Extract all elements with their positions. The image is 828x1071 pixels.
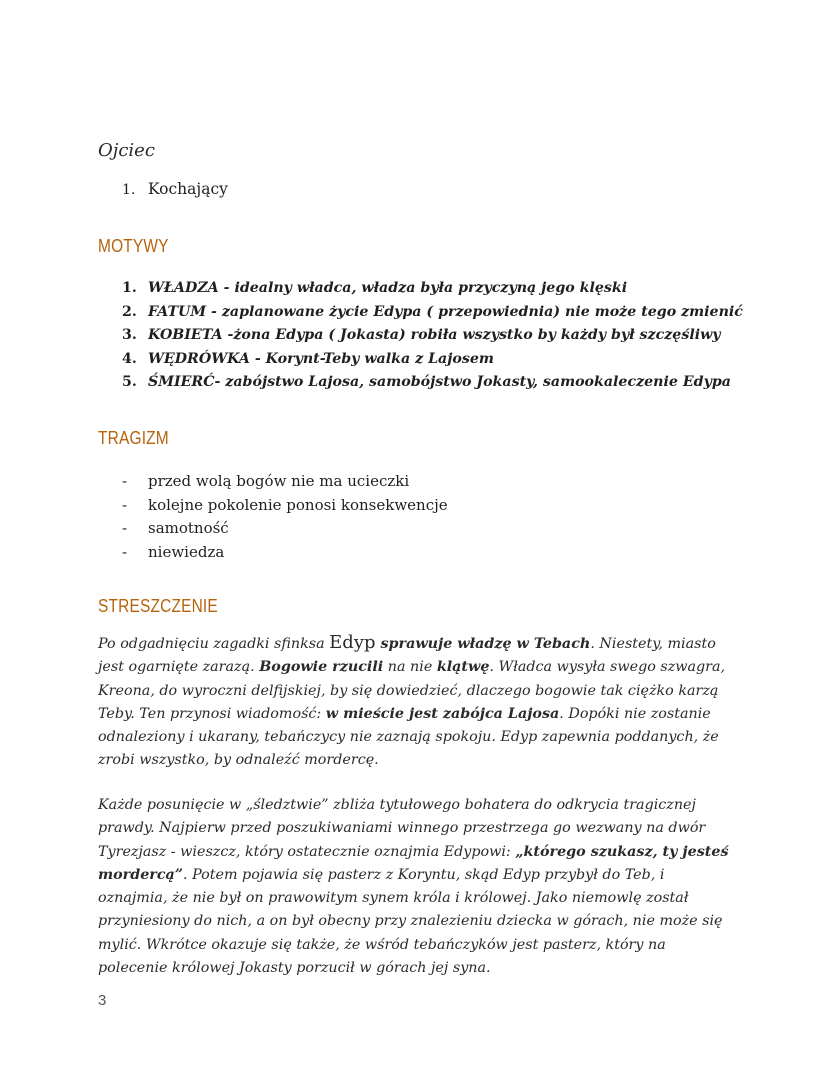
paragraph-bold-text: „którego szukasz, ty jesteś mordercą” — [98, 843, 729, 883]
list-item — [98, 541, 448, 565]
list-item — [98, 371, 743, 395]
paragraph-bold-text: w mieście jest zabójca Lajosa — [325, 705, 560, 722]
list-number: 1. — [122, 182, 136, 198]
list-number: 5. — [122, 374, 137, 390]
list-text: FATUM - zaplanowane życie Edypa ( przepowiednia) nie może tego zmienić — [148, 303, 743, 320]
paragraph-text: . Potem pojawia się pasterz z Koryntu, skąd Edyp przybył do Teb, i oznajmia, że nie był on prawowitym synem króla i królowej. Jako niemowlę został przyniesiony do nich, a on był obecny przy znalezieniu dziecka w górach, nie może się mylić. Wkrótce okazuje się także, że wśród tebańczyków jest pasterz, który na polecenie królowej Jokasty porzucił w górach jej syna. — [98, 866, 723, 977]
tragizm-list — [98, 470, 448, 564]
list-text: ŚMIERĆ- zabójstwo Lajosa, samobójstwo Jokasty, samookaleczenie Edypa — [148, 374, 731, 390]
list-number: 3. — [122, 327, 137, 343]
list-number: 4. — [122, 350, 137, 367]
list-text: kolejne pokolenie ponosi konsekwencje — [148, 495, 448, 514]
page-number: 3 — [98, 992, 107, 1009]
list-item — [98, 470, 448, 494]
summary-paragraph-1 — [98, 631, 738, 773]
list-item — [98, 277, 743, 301]
paragraph-bold-text: sprawuje władzę w Tebach — [375, 636, 591, 652]
paragraph-text: . Niestety, miasto jest ogarnięte zarazą. — [98, 636, 716, 676]
bullet-dash: - — [122, 472, 128, 490]
list-number: 2. — [122, 303, 137, 320]
ojciec-list — [98, 180, 228, 198]
bullet-dash: - — [122, 542, 128, 561]
list-text: przed wolą bogów nie ma ucieczki — [148, 472, 410, 490]
list-item — [98, 324, 743, 348]
list-item — [98, 180, 228, 198]
list-item — [98, 301, 743, 325]
paragraph-text: . Władca wysyła swego szwagra, Kreona, do wyroczni delfijskiej, by się dowiedzieć, dlaczego bogowie tak ciężko karzą Teby. Ten przynosi wiadomość: — [98, 659, 726, 722]
list-text: samotność — [148, 519, 229, 537]
paragraph-bold-text: klątwę — [436, 659, 490, 676]
section-title-ojciec: Ojciec — [98, 140, 155, 161]
paragraph-text: Edyp — [329, 632, 376, 653]
list-text: WĘDRÓWKA - Korynt-Teby walka z Lajosem — [148, 350, 494, 367]
list-text: Kochający — [148, 180, 228, 198]
bullet-dash: - — [122, 495, 128, 514]
list-item — [98, 348, 743, 372]
bullet-dash: - — [122, 519, 128, 537]
list-text: WŁADZA - idealny władca, władza była przyczyną jego klęski — [148, 280, 628, 296]
list-text: KOBIETA -żona Edypa ( Jokasta) robiła wszystko by każdy był szczęśliwy — [148, 327, 721, 343]
summary-paragraph-2 — [98, 794, 738, 980]
list-text: niewiedza — [148, 542, 225, 561]
heading-tragizm: TRAGIZM — [98, 428, 169, 448]
list-item — [98, 494, 448, 518]
motywy-list — [98, 277, 743, 395]
list-item — [98, 517, 448, 541]
paragraph-text: na nie — [383, 659, 437, 676]
heading-motywy: MOTYWY — [98, 236, 169, 256]
paragraph-text: . Dopóki nie zostanie odnaleziony i ukarany, tebańczycy nie zaznają spokoju. Edyp zapewnia poddanych, że zrobi wszystko, by odnaleźć mordercę. — [98, 705, 719, 769]
list-number: 1. — [122, 280, 137, 296]
paragraph-text: Po odgadnięciu zagadki sfinksa — [98, 636, 330, 652]
paragraph-bold-text: Bogowie rzucili — [259, 659, 384, 676]
heading-streszczenie: STRESZCZENIE — [98, 596, 218, 616]
paragraph-text: Każde posunięcie w „śledztwie” zbliża tytułowego bohatera do odkrycia tragicznej prawdy. Najpierw przed poszukiwaniami winnego przestrzega go wezwany na dwór Tyrezjasz - wieszcz, który ostatecznie oznajmia Edypowi: — [98, 797, 706, 860]
